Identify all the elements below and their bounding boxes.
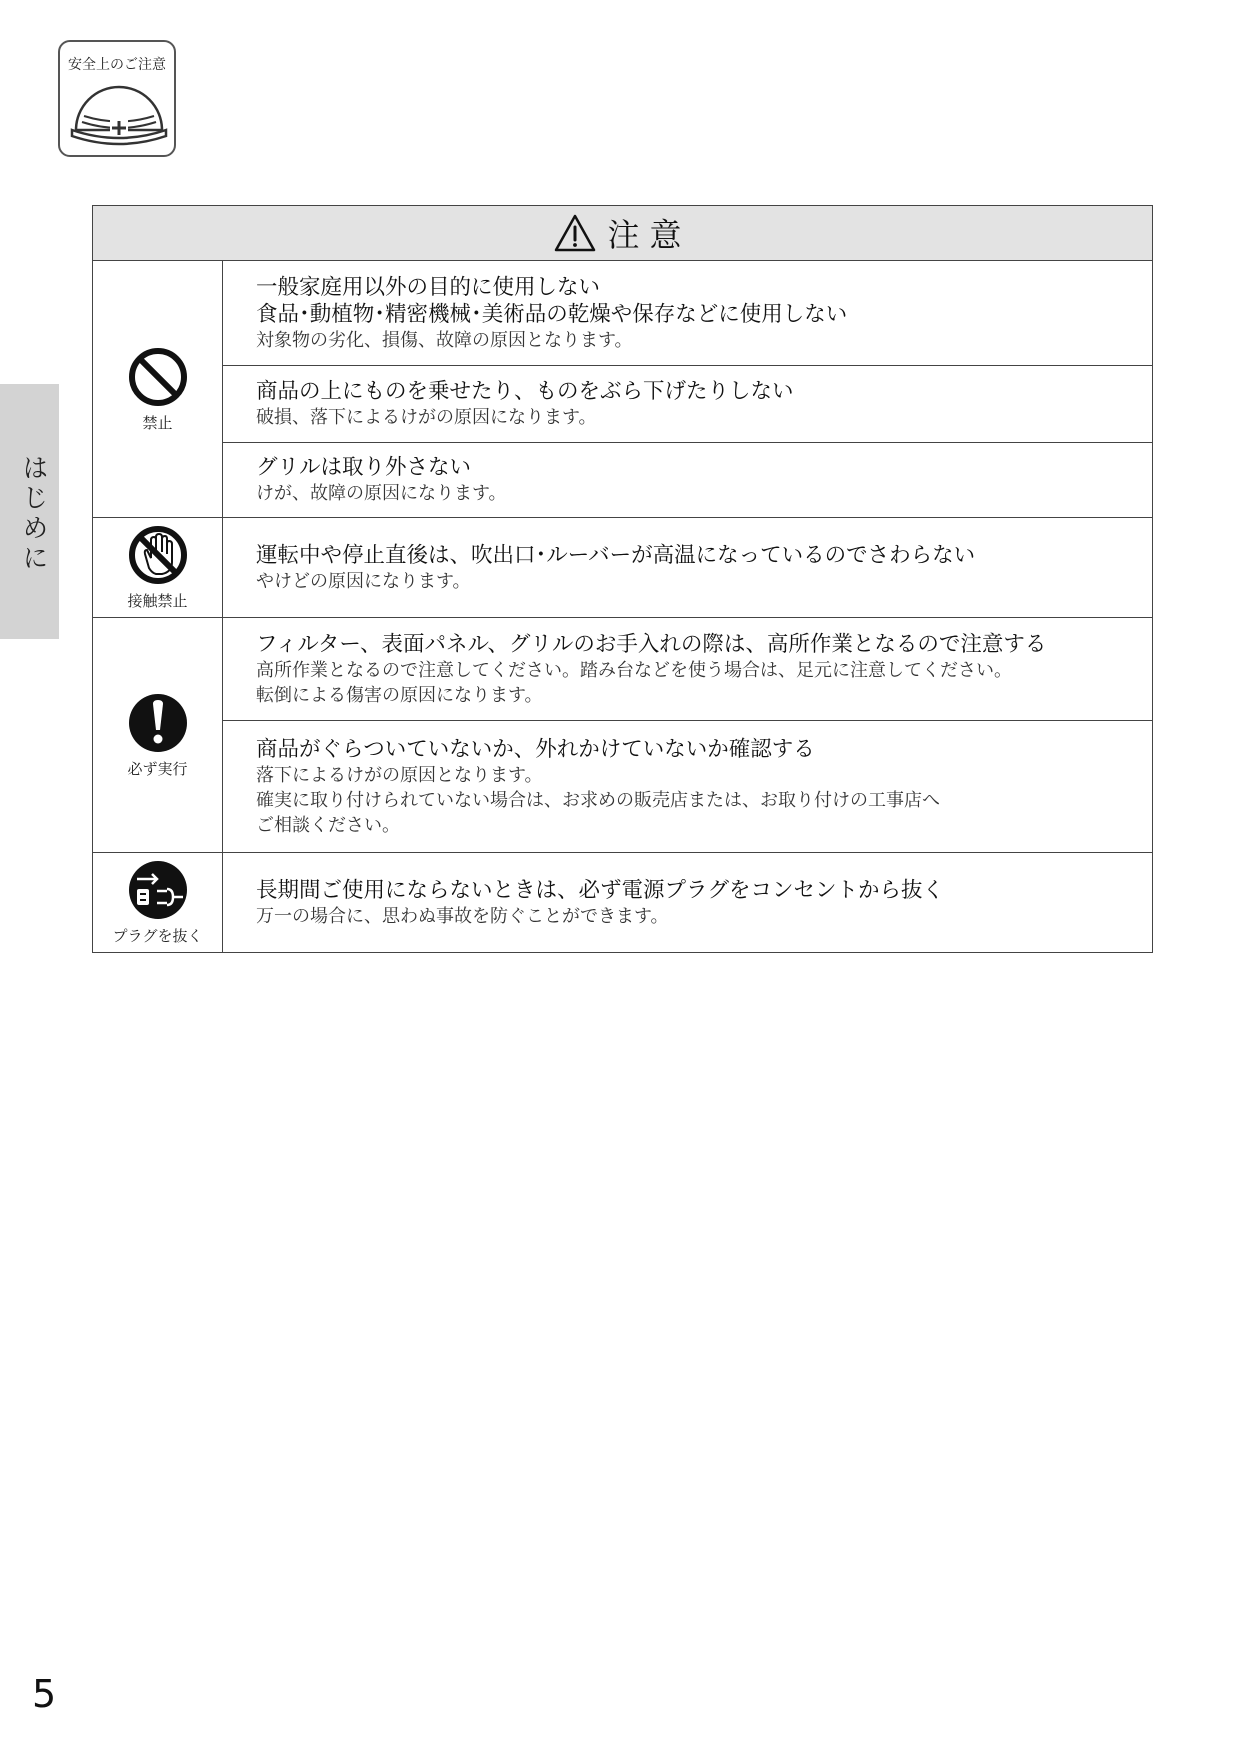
caution-item (223, 618, 1152, 721)
safety-precautions-badge (58, 40, 176, 157)
mandatory-icon (127, 692, 189, 754)
item-detail: 対象物の劣化、損傷、故障の原因となります。 (256, 329, 633, 351)
item-title: フィルター、表面パネル、グリルのお手入れの際は、高所作業となるので注意する (256, 631, 1047, 657)
item-title: 長期間ご使用にならないときは、必ず電源プラグをコンセントから抜く (256, 877, 945, 903)
item-title: 一般家庭用以外の目的に使用しない (256, 274, 601, 300)
helmet-icon (68, 76, 170, 152)
page-number: 5 (32, 1672, 57, 1716)
item-detail: 高所作業となるので注意してください。踏み台などを使う場合は、足元に注意してください。 (256, 659, 1012, 681)
icon-label: プラグを抜く (112, 927, 203, 945)
item-detail: 確実に取り付けられていない場合は、お求めの販売店または、お取り付けの工事店へ (256, 789, 940, 811)
table-header (93, 206, 1152, 261)
icon-cell (93, 261, 223, 517)
caution-group-unplug (93, 853, 1152, 952)
caution-item (223, 721, 1152, 852)
section-tab-label: はじめに (18, 454, 48, 574)
unplug-icon (127, 859, 189, 921)
caution-item (223, 261, 1152, 366)
item-detail: 落下によるけがの原因となります。 (256, 764, 543, 786)
item-detail: 万一の場合に、思わぬ事故を防ぐことができます。 (256, 905, 669, 927)
icon-label: 禁止 (142, 413, 173, 432)
item-detail: 転倒による傷害の原因になります。 (256, 684, 543, 706)
caution-group-mandatory (93, 618, 1152, 853)
caution-item (223, 853, 1152, 952)
icon-cell (93, 618, 223, 852)
item-detail: けが、故障の原因になります。 (256, 483, 507, 504)
icon-label: 必ず実行 (127, 759, 188, 778)
item-detail: ご相談ください。 (256, 814, 400, 836)
no-touch-icon (127, 524, 189, 586)
item-title: 食品･動植物･精密機械･美術品の乾燥や保存などに使用しない (256, 301, 848, 327)
icon-cell (93, 853, 223, 952)
item-detail: 破損、落下によるけがの原因になります。 (256, 407, 597, 428)
badge-label: 安全上のご注意 (68, 57, 166, 73)
icon-cell (93, 518, 223, 617)
section-tab (0, 384, 59, 639)
item-detail: やけどの原因になります。 (256, 570, 471, 592)
item-title: 商品の上にものを乗せたり、ものをぶら下げたりしない (256, 379, 794, 404)
caution-group-no-touch (93, 518, 1152, 618)
item-title: グリルは取り外さない (256, 455, 472, 480)
item-title: 商品がぐらついていないか、外れかけていないか確認する (256, 736, 815, 762)
caution-table (92, 205, 1153, 953)
icon-label: 接触禁止 (127, 592, 188, 610)
table-title: 注意 (607, 216, 692, 254)
caution-item (223, 518, 1152, 617)
caution-item (223, 366, 1152, 443)
caution-group-prohibited (93, 261, 1152, 518)
warning-triangle-icon (553, 213, 597, 253)
prohibited-icon (127, 346, 189, 408)
caution-item (223, 443, 1152, 517)
item-title: 運転中や停止直後は、吹出口･ルーバーが高温になっているのでさわらない (256, 542, 976, 568)
